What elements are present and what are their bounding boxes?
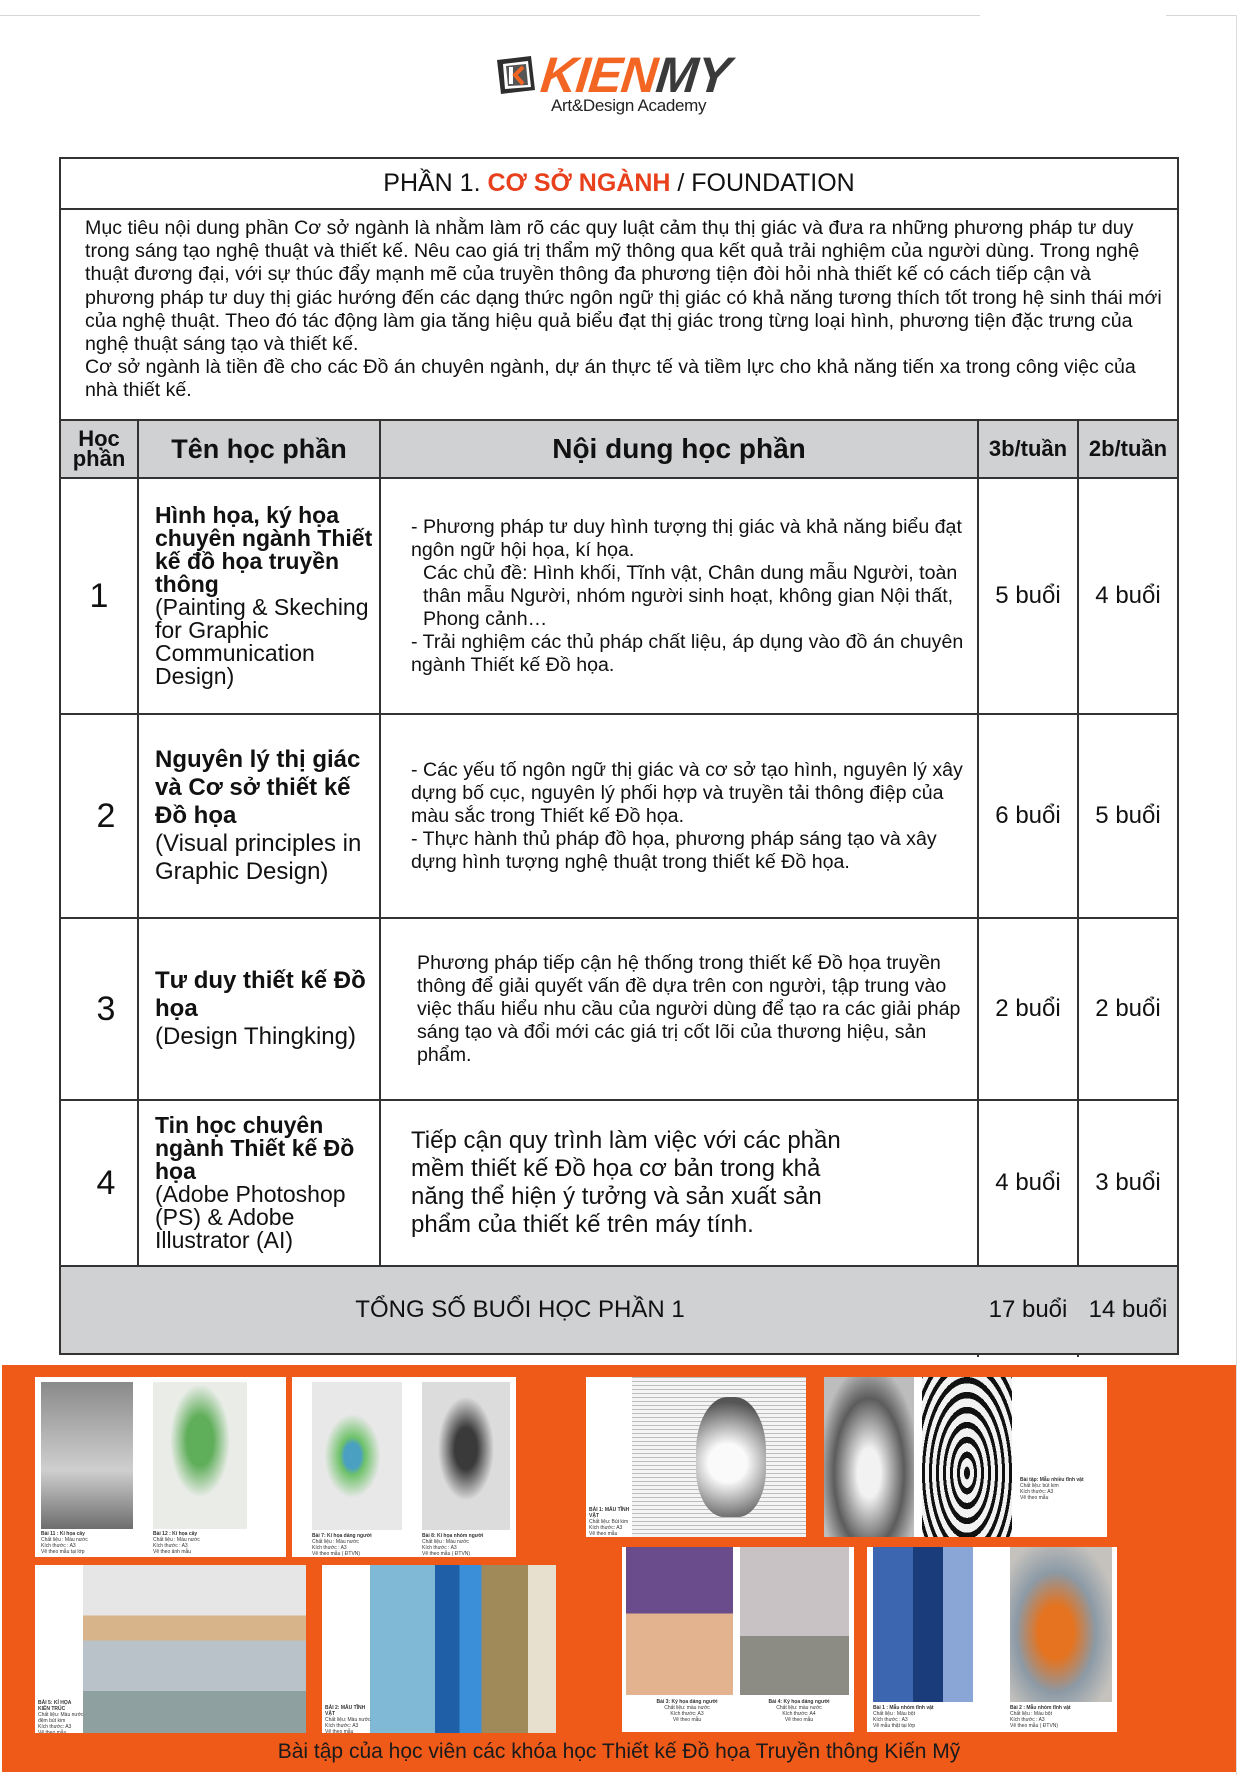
header-3b-week: 3b/tuần <box>988 436 1068 461</box>
divider <box>977 421 979 1357</box>
artwork-caption: BÀI 2: MẪU TĨNH VẬT Chất liệu: Màu nước Kích thước: A3 Vẽ theo mẫu <box>325 1705 371 1733</box>
gallery-card-tree-sketches <box>35 1377 286 1557</box>
divider <box>379 421 381 1267</box>
gallery-card-gouache-still-life <box>867 1547 1117 1732</box>
row-2-name <box>139 715 379 917</box>
row-4-name-en: (Adobe Photoshop (PS) & Adobe Illustrator (AI) <box>155 1181 346 1253</box>
row-4-content <box>381 1101 977 1265</box>
row-4-name <box>139 1101 379 1265</box>
row-3-content <box>381 919 977 1099</box>
intro-paragraph: Mục tiêu nội dung phần Cơ sở ngành là nhằm làm rõ các quy luật cảm thụ thị giác và đưa ra những phương pháp tư duy trong sáng tạo nghệ thuật và thiết kế. Nêu cao giá trị thẩm mỹ thông qua kết quả trải nghiệm của người dùng. Trong nghệ thuật đương đại, với sự thúc đẩy mạnh mẽ của truyền thông đa phương tiện đòi hỏi nhà thiết kế có cách tiếp cận và phương pháp tư duy thị giác hướng đến các dạng thức ngôn ngữ thị giác có khả năng tương thích tốt trong hệ sinh thái mới của nghệ thuật. Theo đó tác động làm gia tăng hiệu quả biểu đạt thị giác trong từng loại hình, phương tiện đặc trưng của nghệ thuật sáng tạo và thiết kế. <box>85 217 1162 356</box>
total-label: TỔNG SỐ BUỔI HỌC PHẦN 1 <box>355 1296 685 1323</box>
total-3b-sessions: 17 buổi <box>988 1296 1068 1323</box>
artwork-still-life-hatch <box>824 1377 914 1537</box>
section-suffix: / FOUNDATION <box>677 169 855 197</box>
brand-wordmark: KIENMY <box>538 47 733 103</box>
row-4-2b-sessions: 3 buổi <box>1095 1169 1161 1196</box>
gallery-card-still-life-pen <box>586 1377 806 1537</box>
table-top-border <box>61 419 1177 421</box>
artwork-caption: Bài 7: Kí họa dáng người Chất liệu : Màu nước Kích thước : A3 Vẽ theo mẫu ( ĐTVN) <box>312 1533 372 1557</box>
artwork-caption: Bài 3: Ký họa dáng người Chất liệu: màu nước Kích thước: A3 Vẽ theo mẫu <box>656 1699 718 1723</box>
header-content: Nội dung học phần <box>552 433 806 464</box>
header-name: Tên học phần <box>171 433 347 464</box>
student-gallery <box>2 1365 1236 1772</box>
divider <box>61 713 1177 715</box>
gallery-card-watercolor-still-life <box>322 1565 556 1733</box>
row-1-3b-sessions: 5 buổi <box>995 582 1061 609</box>
row-1-content <box>381 479 977 713</box>
total-row <box>61 1267 1177 1353</box>
section-prefix: PHẦN 1. <box>383 169 481 197</box>
row-3-name <box>139 919 379 1099</box>
curriculum-sheet <box>59 157 1179 1355</box>
artwork-caption: Bài 11 : Kí họa cây Chất liệu : Màu nước Kích thước : A3 Vẽ theo mẫu tại lớp <box>41 1531 88 1555</box>
artwork-man-standing <box>740 1547 849 1695</box>
gallery-card-multi-still-life <box>824 1377 1107 1537</box>
row-2-name-vi: Nguyên lý thị giác và Cơ sở thiết kế Đồ họa <box>155 746 361 829</box>
artwork-two-boys <box>626 1547 733 1695</box>
brand-tagline: Art&Design Academy <box>551 96 707 115</box>
total-2b-sessions: 14 buổi <box>1088 1296 1168 1323</box>
row-2-name-en: (Visual principles in Graphic Design) <box>155 830 362 885</box>
section-title <box>61 159 1177 210</box>
gallery-card-figure-sketches <box>292 1377 516 1557</box>
section-intro <box>85 217 1165 403</box>
row-3-num: 3 <box>96 989 116 1028</box>
artwork-pumpkin <box>1010 1547 1112 1702</box>
divider <box>137 421 139 1267</box>
artwork-bottle-vase <box>370 1565 556 1733</box>
row-1-content-item: - Trải nghiệm các thủ pháp chất liệu, áp dụng vào đồ án chuyên ngành Thiết kế Đồ họa. <box>411 630 964 676</box>
row-2-content-item: - Thực hành thủ pháp đồ họa, phương pháp sáng tạo và xây dựng hình tượng nghệ thuật trong thiết kế Đồ họa. <box>411 827 937 873</box>
artwork-caption: Bài 12 : Kí họa cây Chất liệu : Màu nước Kích thước : A3 Vẽ theo ảnh mẫu <box>153 1531 200 1555</box>
frame-border-top <box>0 15 980 16</box>
artwork-teapot-shape <box>696 1397 766 1517</box>
row-4-num: 4 <box>96 1163 116 1202</box>
row-1-content-item: - Phương pháp tư duy hình tượng thị giác và khả năng biểu đạt ngôn ngữ hội họa, kí họa. <box>411 515 962 561</box>
row-4-3b-sessions: 4 buổi <box>995 1169 1061 1196</box>
row-3-2b-sessions: 2 buổi <box>1095 995 1161 1022</box>
row-1-num: 1 <box>89 576 109 615</box>
row-1-name-vi: Hình họa, ký họa chuyên ngành Thiết kế đồ họa truyền thông <box>155 502 373 597</box>
artwork-caption: Bài 8: Kí họa nhóm người Chất liệu : Màu nước Kích thước : A3 Vẽ theo mẫu ( ĐTVN) <box>422 1533 484 1557</box>
header-2b-week: 2b/tuần <box>1088 436 1168 461</box>
frame-border-top-right <box>1166 15 1236 16</box>
intro-paragraph: Cơ sở ngành là tiền đề cho các Đồ án chuyên ngành, dự án thực tế và tiềm lực cho khả năng tiến xa trong công việc của nhà thiết kế. <box>85 356 1136 402</box>
row-2-content-item: - Các yếu tố ngôn ngữ thị giác và cơ sở tạo hình, nguyên lý xây dựng bố cục, nguyên lý phối hợp và truyền tải thông điệp của màu sắc trong Thiết kế Đồ họa. <box>411 758 963 827</box>
row-4-name-vi: Tin học chuyên ngành Thiết kế Đồ họa <box>155 1112 355 1184</box>
gallery-caption: Bài tập của học viên các khóa học Thiết kế Đồ họa Truyền thông Kiến Mỹ <box>277 1740 961 1763</box>
row-1-name <box>139 479 379 713</box>
artwork-caption: Bài 4: Ký họa dáng người Chất liệu: màu nước Kích thước: A4 Vẽ theo mẫu <box>768 1699 830 1723</box>
row-3-name-vi: Tư duy thiết kế Đồ họa <box>155 967 366 1022</box>
divider <box>61 1099 1177 1101</box>
artwork-building-watercolor <box>83 1565 306 1733</box>
artwork-plant-watercolor <box>153 1382 247 1529</box>
artwork-vase-pen <box>922 1377 1012 1537</box>
row-3-name-en: (Design Thingking) <box>155 1023 356 1050</box>
brand-logo <box>495 47 745 122</box>
divider <box>1077 421 1079 1357</box>
row-4-content-item: Tiếp cận quy trình làm việc với các phần mềm thiết kế Đồ họa cơ bản trong khả năng thể hiện ý tưởng và sản xuất sản phẩm của thiết kế trên máy tính. <box>411 1127 841 1238</box>
artwork-vase-flowers <box>873 1547 973 1702</box>
row-1-2b-sessions: 4 buổi <box>1095 582 1161 609</box>
section-title-accent: CƠ SỞ NGÀNH <box>487 169 671 197</box>
row-2-content <box>381 715 977 917</box>
kienmy-logo-mark-icon <box>495 54 537 96</box>
artwork-caption: Bài 1 : Mẫu nhóm tĩnh vật Chất liệu : Màu bột Kích thước : A3 Vẽ mẫu thật tại lớp <box>873 1705 934 1729</box>
artwork-caption: BÀI 1: MẪU TĨNH VẬT Chất liệu: Bút kim Kích thước: A3 Vẽ theo mẫu <box>589 1507 630 1537</box>
row-3-content-item: Phương pháp tiếp cận hệ thống trong thiết kế Đồ họa truyền thông để giải quyết vấn đề dựa trên con người, tập trung vào việc thấu hiểu nhu cầu của người dùng để tạo ra các giải pháp sáng tạo và đổi mới các giá trị cốt lõi của thương hiệu, sản phẩm. <box>417 951 961 1066</box>
artwork-figure-watercolor <box>312 1382 402 1530</box>
artwork-tree-ink <box>41 1382 133 1529</box>
row-3-3b-sessions: 2 buổi <box>995 995 1061 1022</box>
artwork-caption: Bài 2 : Mẫu nhóm tĩnh vật Chất liệu : Màu bột Kích thước : A3 Vẽ theo mẫu ( ĐTVN) <box>1010 1705 1071 1729</box>
row-1-name-en: (Painting & Skeching for Graphic Communication Design) <box>155 594 369 689</box>
artwork-group-ink <box>422 1382 510 1530</box>
artwork-caption: BÀI 5: KÍ HỌA KIẾN TRÚC Chất liệu: Màu nước đệm bút kim Kích thước: A3 Vẽ theo mẫu <box>38 1700 84 1733</box>
gallery-card-figure-paintings <box>622 1547 854 1732</box>
artwork-caption: Bài tập: Mẫu nhiều tĩnh vật Chất liệu: bút kim Kích thước: A3 Vẽ theo mẫu <box>1020 1477 1084 1501</box>
row-1-content-item: Các chủ đề: Hình khối, Tĩnh vật, Chân dung mẫu Người, toàn thân mẫu Người, nhóm người sinh hoạt, không gian Nội thất, Phong cảnh… <box>423 561 958 630</box>
row-2-num: 2 <box>96 796 116 835</box>
row-2-2b-sessions: 5 buổi <box>1095 802 1161 829</box>
header-num: Học phần <box>72 426 126 471</box>
frame-border-right <box>1236 15 1237 1775</box>
row-2-3b-sessions: 6 buổi <box>995 802 1061 829</box>
gallery-card-architecture <box>35 1565 306 1733</box>
divider <box>61 917 1177 919</box>
